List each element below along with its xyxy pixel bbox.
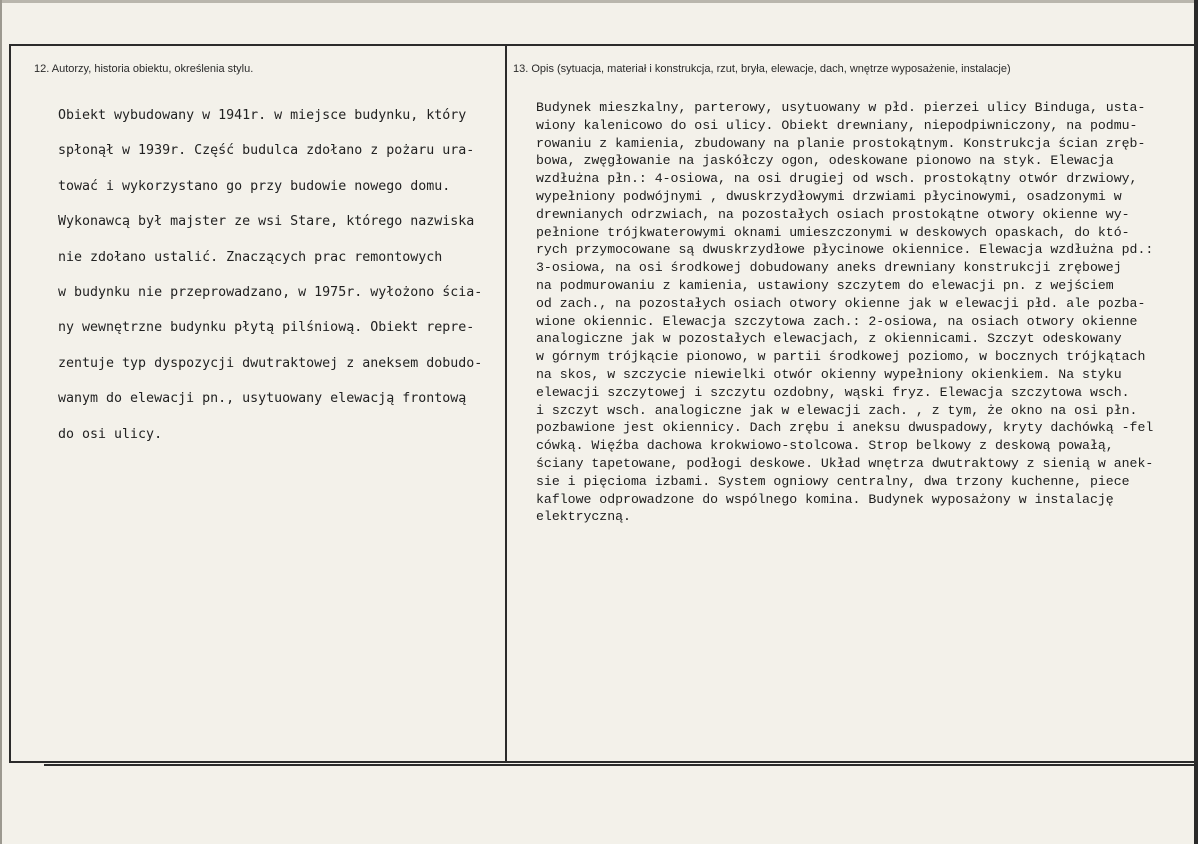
section-13-line: na podmurowaniu z kamienia, ustawiony szczytem do elewacji pn. z wejściem <box>536 277 1114 293</box>
section-13-line: analogiczne jak w pozostałych elewacjach, z okiennicami. Szczyt odeskowany <box>536 331 1122 347</box>
section-13-line: rych przymocowane są dwuskrzydłowe płycinowe okiennice. Elewacja wzdłużna pd.: <box>536 242 1154 258</box>
left-edge-rule <box>0 0 2 844</box>
section-13-line: elektryczną. <box>536 509 631 525</box>
section-13-line: pełnione trójkwaterowymi oknami umieszczonymi w deskowych opaskach, do któ- <box>536 224 1130 240</box>
section-13-header: 13. Opis (sytuacja, materiał i konstrukcja, rzut, bryła, elewacje, dach, wnętrze wyposażenie, instalacje) <box>513 63 1011 75</box>
section-13-line: wzdłużna płn.: 4-osiowa, na osi drugiej od wsch. prostokątny otwór drzwiowy, <box>536 171 1138 187</box>
section-13-line: pozbawione jest okiennicy. Dach zrębu i aneksu dwuspadowy, kryty dachówką -fel <box>536 420 1154 436</box>
section-13-line: ściany tapetowane, podłogi deskowe. Układ wnętrza dwutraktowy z sienią w anek- <box>536 455 1154 471</box>
section-13-line: w górnym trójkącie pionowo, w partii środkowej poziomo, w bocznych trójkątach <box>536 349 1146 365</box>
section-13-line: drewnianych odrzwiach, na pozostałych osiach prostokątne otwory okienne wy- <box>536 206 1130 222</box>
column-divider <box>505 44 507 763</box>
section-13-line: wiony kalenicowo do osi ulicy. Obiekt drewniany, niepodpiwniczony, na podmu- <box>536 117 1138 133</box>
section-12-line: wanym do elewacji pn., usytuowany elewacją frontową <box>58 391 467 407</box>
section-13-line: na skos, w szczycie niewielki otwór okienny wypełniony okienkiem. Na styku <box>536 366 1122 382</box>
section-13-line: 3-osiowa, na osi środkowej dobudowany aneks drewniany konstrukcji zrębowej <box>536 260 1122 276</box>
section-12-line: ny wewnętrzne budynku płytą pilśniową. Obiekt repre- <box>58 320 475 336</box>
section-13-line: bowa, zwęgłowanie na jaskółczy ogon, odeskowane pionowo na styk. Elewacja <box>536 153 1114 169</box>
section-13-line: Budynek mieszkalny, parterowy, usytuowany w płd. pierzei ulicy Binduga, usta- <box>536 100 1146 115</box>
top-edge-rule <box>0 0 1198 3</box>
section-12-line: nie zdołano ustalić. Znaczących prac remontowych <box>58 249 443 265</box>
section-13-line: kaflowe odprowadzone do wspólnego komina. Budynek wyposażony w instalację <box>536 491 1114 507</box>
section-13-line: rowaniu z kamienia, zbudowany na planie prostokątnym. Konstrukcja ścian zręb- <box>536 135 1146 151</box>
section-13-line: wione okiennic. Elewacja szczytowa zach.: 2-osiowa, na osiach otwory okienne <box>536 313 1138 329</box>
section-13-line: cówką. Więźba dachowa krokwiowo-stolcowa. Strop belkowy z deskową powałą, <box>536 438 1114 454</box>
section-12-line: tować i wykorzystano go przy budowie nowego domu. <box>58 178 451 194</box>
bottom-rule <box>44 764 1194 766</box>
section-12-body <box>58 98 503 452</box>
section-12-line: do osi ulicy. <box>58 426 163 442</box>
section-12-line: zentuje typ dyspozycji dwutraktowej z aneksem dobudo- <box>58 355 483 371</box>
section-12-header: 12. Autorzy, historia obiektu, określenia stylu. <box>34 63 254 75</box>
section-12-line: spłonął w 1939r. Część budulca zdołano z pożaru ura- <box>58 143 475 159</box>
section-13-line: sie i pięcioma izbami. System ogniowy centralny, dwa trzony kuchenne, piece <box>536 473 1130 489</box>
section-13-line: od zach., na pozostałych osiach otwory okienne jak w elewacji płd. ale pozba- <box>536 295 1146 311</box>
section-13-line: i szczyt wsch. analogiczne jak w elewacji zach. , z tym, że okno na osi płn. <box>536 402 1138 418</box>
section-13-line: elewacji szczytowej i szczytu ozdobny, wąski fryz. Elewacja szczytowa wsch. <box>536 384 1130 400</box>
section-12-line: Wykonawcą był majster ze wsi Stare, którego nazwiska <box>58 214 475 230</box>
section-12-line: w budynku nie przeprowadzano, w 1975r. wyłożono ścia- <box>58 285 483 301</box>
section-13-body <box>536 99 1186 526</box>
section-12-line: Obiekt wybudowany w 1941r. w miejsce budynku, który <box>58 108 467 123</box>
section-13-line: wypełniony podwójnymi , dwuskrzydłowymi drzwiami płycinowymi, osadzonymi w <box>536 188 1122 204</box>
